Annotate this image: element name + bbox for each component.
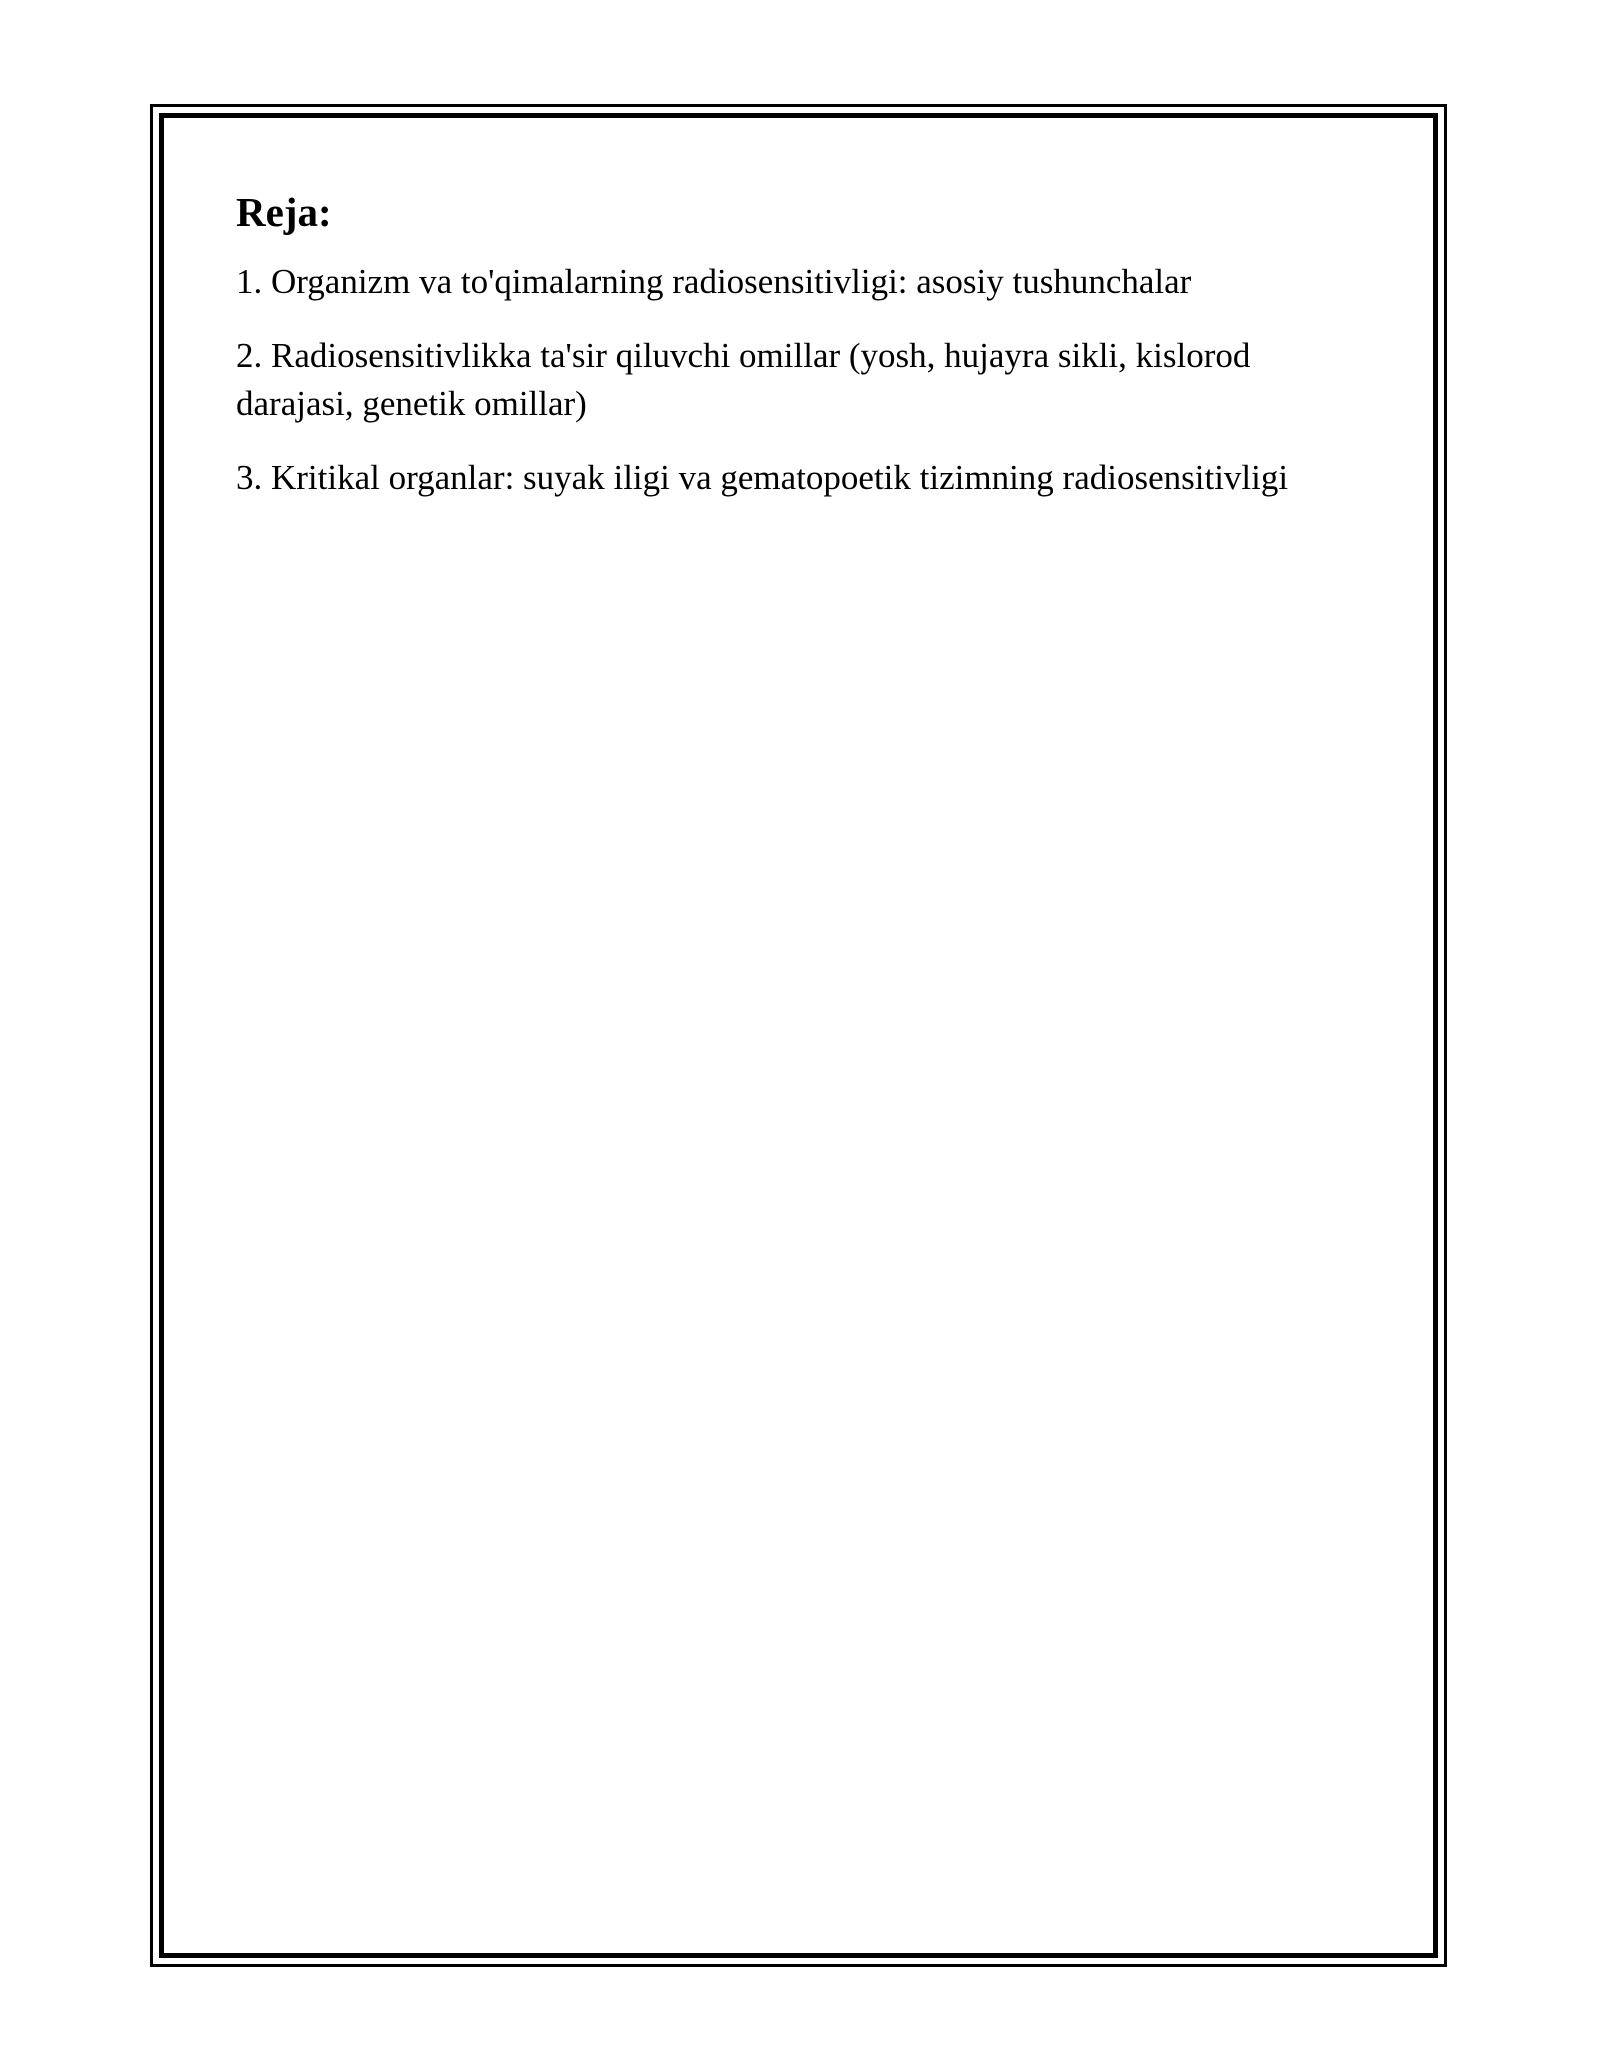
plan-item-1: 1. Organizm va to'qimalarning radiosensitivligi: asosiy tushunchalar: [236, 262, 1192, 301]
page-content: [236, 186, 1356, 528]
plan-item-2: 2. Radiosensitivlikka ta'sir qiluvchi omillar (yosh, hujayra sikli, kislorod darajasi, genetik omillar): [236, 336, 1251, 423]
plan-heading: Reja:: [236, 189, 332, 235]
plan-item-3: 3. Kritikal organlar: suyak iligi va gematopoetik tizimning radiosensitivligi: [236, 458, 1289, 497]
plan-list: [236, 258, 1356, 502]
